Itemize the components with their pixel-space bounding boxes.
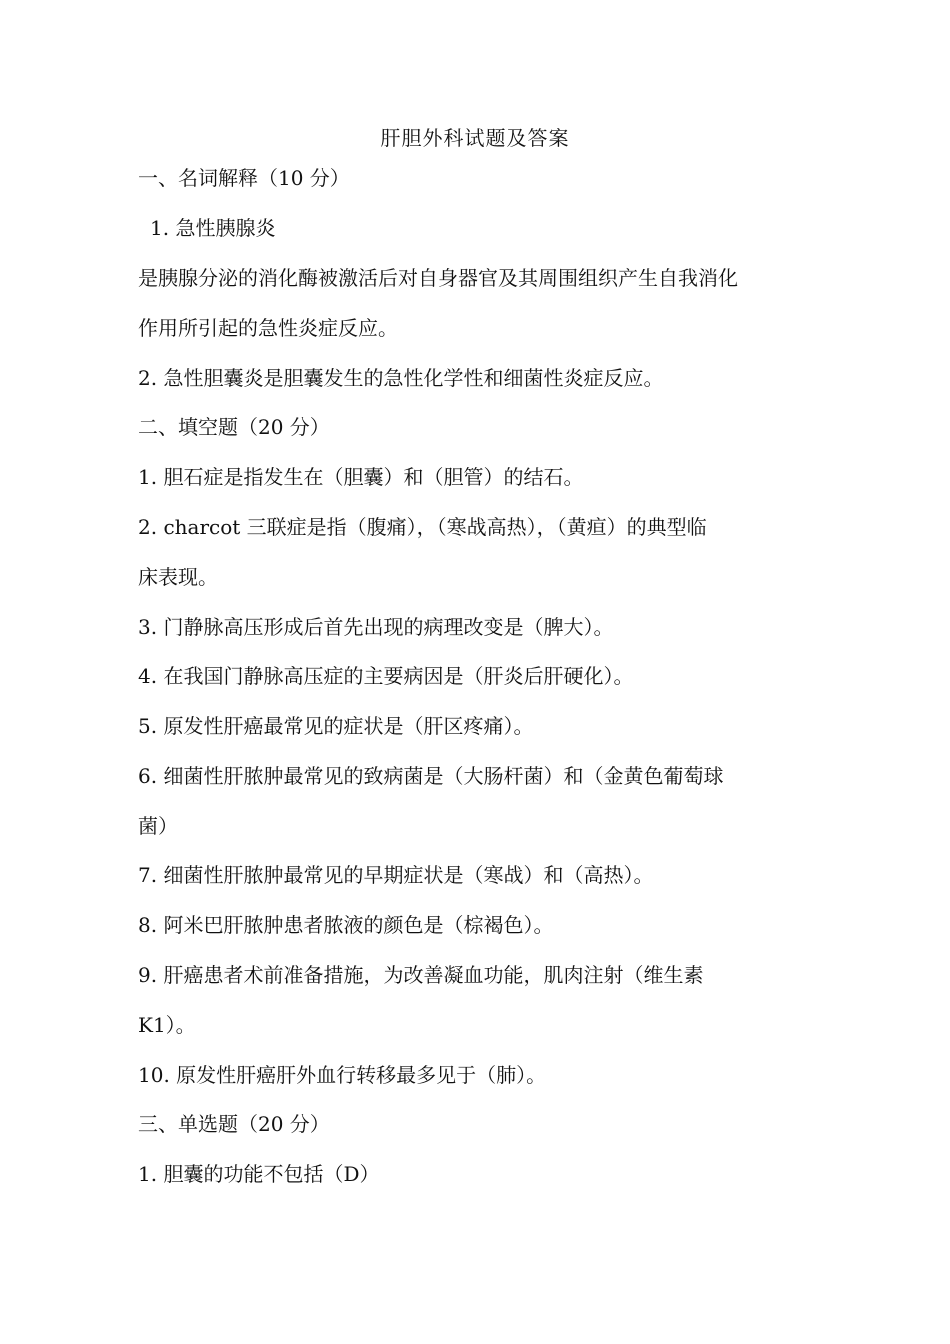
fill-in-item-1: 1. 胆石症是指发生在（胆囊）和（胆管）的结石。	[138, 465, 584, 489]
fill-in-item-4: 4. 在我国门静脉高压症的主要病因是（肝炎后肝硬化）。	[138, 664, 634, 688]
section-heading-definitions: 一、名词解释（10 分）	[138, 166, 350, 190]
fill-in-item-6-cont: 菌）	[138, 814, 178, 838]
document-title: 肝胆外科试题及答案	[380, 126, 570, 150]
fill-in-item-5: 5. 原发性肝癌最常见的症状是（肝区疼痛）。	[138, 714, 534, 738]
definition-item-2: 2. 急性胆囊炎是胆囊发生的急性化学性和细菌性炎症反应。	[138, 366, 664, 390]
fill-in-item-7: 7. 细菌性肝脓肿最常见的早期症状是（寒战）和（高热）。	[138, 863, 654, 887]
fill-in-item-9: 9. 肝癌患者术前准备措施，为改善凝血功能，肌肉注射（维生素	[138, 963, 704, 987]
fill-in-item-8: 8. 阿米巴肝脓肿患者脓液的颜色是（棕褐色）。	[138, 913, 554, 937]
fill-in-item-2: 2. charcot 三联症是指（腹痛），（寒战高热），（黄疸）的典型临	[138, 515, 707, 539]
definition-item-1-term: 1. 急性胰腺炎	[150, 216, 276, 240]
definition-item-1-text: 是胰腺分泌的消化酶被激活后对自身器官及其周围组织产生自我消化	[138, 266, 738, 290]
fill-in-item-2-cont: 床表现。	[138, 565, 218, 589]
fill-in-item-10: 10. 原发性肝癌肝外血行转移最多见于（肺）。	[138, 1063, 547, 1087]
fill-in-item-9-cont: K1）。	[138, 1013, 196, 1037]
definition-item-1-text-cont: 作用所引起的急性炎症反应。	[138, 316, 398, 340]
fill-in-item-6: 6. 细菌性肝脓肿最常见的致病菌是（大肠杆菌）和（金黄色葡萄球	[138, 764, 724, 788]
section-heading-fill-in: 二、填空题（20 分）	[138, 415, 330, 439]
fill-in-item-3: 3. 门静脉高压形成后首先出现的病理改变是（脾大）。	[138, 615, 614, 639]
section-heading-single-choice: 三、单选题（20 分）	[138, 1112, 330, 1136]
single-choice-item-1: 1. 胆囊的功能不包括（D）	[138, 1162, 380, 1186]
